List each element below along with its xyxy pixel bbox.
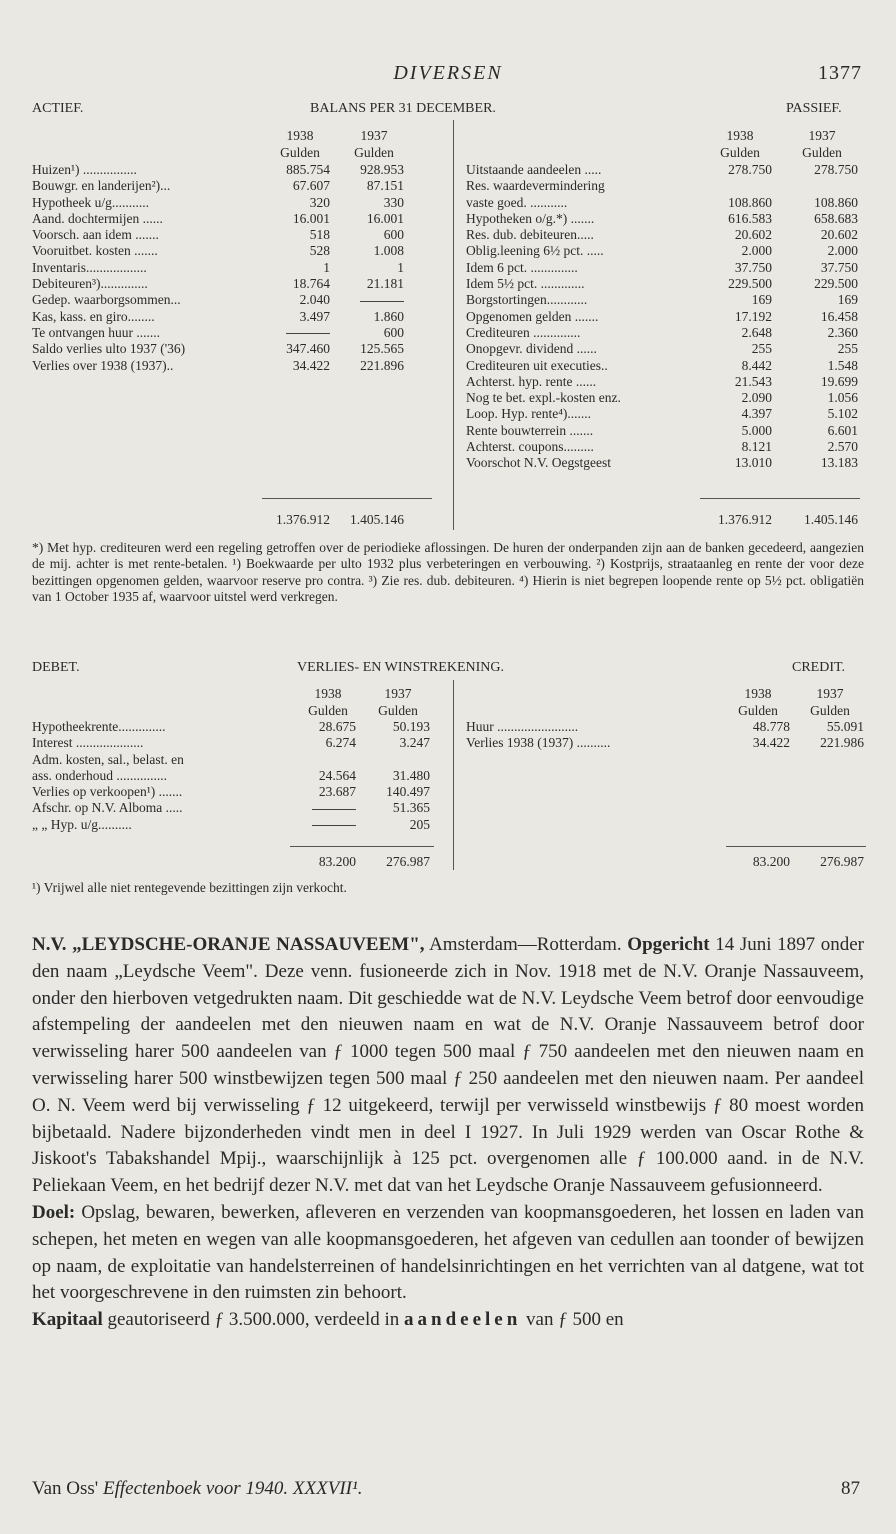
passief-v1937-row: 278.750 [814,162,858,177]
passief-v1938-row: 17.192 [734,308,772,324]
actief-v1937-row: 16.001 [366,210,404,226]
passief-v1937-row: 2.570 [827,439,858,455]
credit-label-row: Verlies 1938 (1937) .......... [466,735,611,751]
balans-left-total-1938: 1.376.912 [276,512,330,527]
debet-v1938-row: 6.274 [325,735,356,751]
debet-1938-values [280,719,356,833]
debet-v1937-row: 205 [409,816,430,832]
debet-label-row: Hypotheekrente.............. [32,719,166,734]
kapitaal-label: Kapitaal [32,1309,103,1331]
debet-label-row: „ „ Hyp. u/g.......... [32,816,132,832]
passief-label-row: Idem 6 pct. .............. [466,259,578,275]
passief-1938-values [696,162,772,472]
passief-v1937-row: 16.458 [820,308,858,324]
vw-credit-label: CREDIT. [792,660,846,675]
debet-v1937-row: 50.193 [392,719,430,734]
actief-v1937-row: 1.008 [373,243,404,259]
passief-v1937-row: 2.000 [827,243,858,259]
vw-left-year1: 1938 [314,686,342,701]
debet-v1938-row [280,817,356,833]
passief-label-row: Loop. Hyp. rente⁴)....... [466,406,592,422]
empty-value-dash [360,301,404,302]
credit-v1937-row: 55.091 [826,719,864,734]
actief-label-row: Kas, kass. en giro........ [32,308,155,324]
vw-right-total-1938: 83.200 [752,854,790,869]
actief-label-row: Gedep. waarborgsommen... [32,292,181,308]
passief-v1937-row: 13.183 [820,455,858,471]
passief-v1937-row [776,178,858,194]
passief-v1937-row: 255 [837,341,858,357]
balans-right-total-rule [700,498,860,499]
passief-label-row: Res. dub. debiteuren..... [466,227,594,243]
company-location: Amsterdam—Rotterdam. [424,934,628,955]
debet-v1937-row [356,752,430,768]
actief-label-row: Debiteuren³).............. [32,276,148,292]
passief-label-row: Oblig.leening 6½ pct. ..... [466,243,604,259]
passief-1937-values [776,162,858,472]
vw-left-total-1938: 83.200 [318,854,356,869]
balans-right-year2: 1937 [808,128,836,143]
passief-label-row: Opgenomen gelden ....... [466,308,599,324]
footer-page-number: 87 [841,1478,860,1499]
passief-label-row: Voorschot N.V. Oegstgeest [466,455,611,471]
passief-label-row: Crediteuren uit executies.. [466,357,608,373]
passief-v1938-row: 229.500 [728,276,772,292]
balans-left-year2: 1937 [360,128,388,143]
vw-right-year2: 1937 [816,686,844,701]
passief-v1938-row: 108.860 [728,194,772,210]
actief-label-row: Bouwgr. en landerijen²)... [32,178,171,194]
balans-left-total-rule [262,498,432,499]
debet-v1938-row [280,752,356,768]
actief-1937-values [330,162,404,374]
empty-value-dash [286,333,330,334]
passief-v1938-row: 8.121 [741,439,772,455]
passief-v1938-row: 4.397 [741,406,772,422]
balans-divider [453,120,454,530]
passief-v1937-row: 658.683 [814,210,858,226]
passief-v1938-row: 2.000 [741,243,772,259]
passief-v1938-row: 2.090 [741,390,772,406]
passief-label-row: Onopgevr. dividend ...... [466,341,597,357]
actief-label-row: Inventaris.................. [32,259,147,275]
actief-label-row: Aand. dochtermijen ...... [32,210,163,226]
passief-v1938-row: 8.442 [741,357,772,373]
vw-divider [453,680,454,870]
passief-label-row: Rente bouwterrein ....... [466,422,594,438]
vw-debet-label: DEBET. [32,660,80,675]
debet-v1937-row: 3.247 [399,735,430,751]
vw-title: VERLIES- EN WINSTREKENING. [297,660,504,675]
actief-label-row: Te ontvangen huur ....... [32,324,161,340]
actief-v1938-row: 3.497 [299,308,330,324]
credit-v1938-row: 48.778 [752,719,790,734]
debet-label-row: Interest .................... [32,735,144,751]
passief-v1938-row: 2.648 [741,324,772,340]
balans-left-unit2: Gulden [354,145,394,160]
balans-left-unit1: Gulden [280,145,320,160]
passief-labels [466,162,696,472]
passief-v1938-row: 21.543 [734,373,772,389]
debet-1937-values [356,719,430,833]
actief-labels [32,162,270,374]
passief-v1938-row: 13.010 [734,455,772,471]
passief-v1937-row: 169 [837,292,858,308]
balans-right-total-1937: 1.405.146 [804,512,858,527]
actief-v1937-row: 87.151 [366,178,404,194]
actief-label-row: Saldo verlies ulto 1937 ('36) [32,341,186,357]
passief-v1937-row: 108.860 [814,194,858,210]
passief-v1938-row: 278.750 [728,162,772,177]
doel-label: Doel: [32,1201,76,1223]
actief-v1937-row: 330 [383,194,404,210]
balans-right-total-1938: 1.376.912 [718,512,772,527]
vw-right-unit2: Gulden [810,703,850,718]
running-page-number: 1377 [818,62,862,84]
actief-label-row: Vooruitbet. kosten ....... [32,243,158,259]
balans-passief-label: PASSIEF. [786,101,842,116]
actief-label-row: Verlies over 1938 (1937).. [32,357,174,373]
actief-v1937-row: 928.953 [360,162,404,177]
debet-labels [32,719,282,833]
actief-v1937-row: 1.860 [373,308,404,324]
company-description [32,932,864,1334]
passief-v1938-row: 169 [751,292,772,308]
passief-v1938-row: 20.602 [734,227,772,243]
opgericht-label: Opgericht [627,934,710,955]
passief-v1938-row: 37.750 [734,259,772,275]
vw-footnote: ¹) Vrijwel alle niet rentegevende bezittingen zijn verkocht. [32,880,347,895]
balans-left-year1: 1938 [286,128,314,143]
debet-v1938-row: 23.687 [318,784,356,800]
actief-v1938-row: 528 [309,243,330,259]
vw-left-unit2: Gulden [378,703,418,718]
actief-label-row: Huizen¹) ................ [32,162,137,177]
actief-v1938-row: 67.607 [292,178,330,194]
passief-label-row: Idem 5½ pct. ............. [466,276,585,292]
empty-value-dash [312,809,356,810]
actief-v1938-row: 885.754 [286,162,330,177]
passief-label-row: Hypotheken o/g.*) ....... [466,210,595,226]
vw-left-total-rule [290,846,434,847]
actief-v1937-row: 21.181 [366,276,404,292]
kapitaal-aandeelen: aandeelen [404,1309,522,1331]
passief-v1938-row [696,178,772,194]
balans-actief-label: ACTIEF. [32,101,84,116]
credit-1937-values [790,719,864,752]
actief-v1937-row: 221.896 [360,357,404,373]
actief-v1937-row: 1 [397,259,404,275]
vw-right-unit1: Gulden [738,703,778,718]
balans-footnote: *) Met hyp. crediteuren werd een regeling getroffen over de periodieke aflossingen. De huren der onderpanden zijn aan de banken gecedeerd, aangezien de mij. achter is met rente-betalen. ¹) Boekwaarde per ulto 1932 plus verbeteringen en verbouwing. ²) Kostprijs, straataanleg en rente der voor deze bezittingen opgenomen gelden, waarvoor reserve pro contra. ³) Zie res. dub. debiteuren. ⁴) Hierin is niet begrepen loopende rente op 5½ pct. obligatiën van 1 October 1935 af, waarvoor uitstel werd verkregen. [32,540,864,604]
debet-label-row: Verlies op verkoopen¹) ....... [32,784,183,800]
passief-label-row: Achterst. hyp. rente ...... [466,373,597,389]
company-history: 14 Juni 1897 onder den naam „Leydsche Veem". Deze venn. fusioneerde zich in Nov. 1918 met de N.V. Oranje Nassauveem, onder den hierboven vetgedrukten naam. Dit geschiedde wat de N.V. Leydsche Veem betrof door eenvoudige afstempeling der aandeelen met den nieuwen naam en wat de N.V. Oranje Nassauveem betrof door verwisseling harer 500 aandeelen van ƒ 1000 tegen 500 maal ƒ 750 aandeelen met den nieuwen naam en verwisseling harer 500 winstbewijzen tegen 500 maal ƒ 250 aandeelen met den nieuwen naam. Per aandeel O. N. Veem werd bij verwisseling ƒ 12 uitgekeerd, terwijl per verwisseld winstbewijs ƒ 80 moest worden bijbetaald. Nadere bijzonderheden vindt men in deel I 1927. In Juli 1929 werden van Oscar Rothe & Jiskoot's Tabakshandel Mpij., waarschijnlijk à 125 pct. overgenomen alle ƒ 100.000 aand. in de N.V. Peliekaan Veem, en het bedrijf dezer N.V. met dat van het Leydsche Oranje Nassauveem gefusionneerd. [32,934,865,1197]
credit-label-row: Huur ........................ [466,719,579,734]
passief-v1938-row: 5.000 [741,422,772,438]
vw-right-total-rule [726,846,866,847]
passief-v1937-row: 229.500 [814,276,858,292]
actief-v1937-row [330,292,404,308]
passief-label-row: vaste goed. ........... [466,194,568,210]
kapitaal-text-a: geautoriseerd ƒ 3.500.000, verdeeld in [102,1309,405,1331]
kapitaal-text-b: van ƒ 500 en [521,1309,624,1331]
debet-label-row: Afschr. op N.V. Alboma ..... [32,800,183,816]
actief-v1937-row: 125.565 [360,341,404,357]
actief-v1937-row: 600 [383,324,404,340]
actief-1938-values [256,162,330,374]
debet-v1937-row: 140.497 [386,784,430,800]
empty-value-dash [312,825,356,826]
passief-label-row: Achterst. coupons......... [466,439,594,455]
actief-v1938-row: 34.422 [292,357,330,373]
actief-v1938-row: 2.040 [299,292,330,308]
vw-right-year1: 1938 [744,686,772,701]
company-name: N.V. „LEYDSCHE-ORANJE NASSAUVEEM", [32,934,425,955]
balans-right-year1: 1938 [726,128,754,143]
actief-label-row: Hypotheek u/g........... [32,194,149,210]
debet-v1938-row: 24.564 [318,767,356,783]
debet-v1937-row: 51.365 [392,800,430,816]
passief-v1937-row: 20.602 [820,227,858,243]
credit-1938-values [714,719,790,752]
passief-v1937-row: 2.360 [827,324,858,340]
credit-v1938-row: 34.422 [752,735,790,751]
passief-v1937-row: 1.056 [827,390,858,406]
debet-v1938-row [280,800,356,816]
passief-v1937-row: 37.750 [820,259,858,275]
passief-v1937-row: 6.601 [827,422,858,438]
debet-label-row: Adm. kosten, sal., belast. en [32,751,184,767]
actief-v1938-row: 16.001 [292,210,330,226]
passief-v1937-row: 1.548 [827,357,858,373]
passief-label-row: Borgstortingen............ [466,292,588,308]
actief-v1938-row: 320 [309,194,330,210]
debet-v1938-row: 28.675 [318,719,356,734]
passief-label-row: Res. waardevermindering [466,178,605,194]
credit-v1937-row: 221.986 [820,735,864,751]
vw-right-total-1937: 276.987 [820,854,864,869]
passief-label-row: Nog te bet. expl.-kosten enz. [466,390,621,406]
passief-label-row: Uitstaande aandeelen ..... [466,162,602,177]
actief-v1938-row: 347.460 [286,341,330,357]
passief-v1937-row: 5.102 [827,406,858,422]
company-doel: Opslag, bewaren, bewerken, afleveren en verzenden van koopmansgoederen, het lossen en laden van schepen, het meten en wegen van alle koopmansgoederen, het afgeven van cedullen aan toonder of bewijzen op naam, de exploitatie van handelsterreinen of handelsinrichtingen en het verrichten van al datgene, wat tot het voorgeschrevene in den ruimsten zin behoort. [32,1201,864,1304]
vw-left-year2: 1937 [384,686,412,701]
actief-v1938-row: 518 [309,227,330,243]
credit-labels [466,719,716,752]
actief-v1938-row [256,325,330,341]
passief-v1937-row: 19.699 [820,373,858,389]
debet-v1937-row: 31.480 [392,767,430,783]
footer-book-title: Effectenboek voor 1940. XXXVII¹. [102,1478,363,1499]
actief-label-row: Voorsch. aan idem ....... [32,227,159,243]
balans-right-unit1: Gulden [720,145,760,160]
balans-left-total-1937: 1.405.146 [350,512,404,527]
balans-title: BALANS PER 31 DECEMBER. [310,101,496,116]
vw-left-total-1937: 276.987 [386,854,430,869]
passief-label-row: Crediteuren .............. [466,324,581,340]
vw-left-unit1: Gulden [308,703,348,718]
footer-prefix: Van Oss' [32,1478,103,1499]
passief-v1938-row: 616.583 [728,210,772,226]
balans-right-unit2: Gulden [802,145,842,160]
actief-v1938-row: 18.764 [292,276,330,292]
debet-label-row: ass. onderhoud ............... [32,767,167,783]
passief-v1938-row: 255 [751,341,772,357]
running-title: DIVERSEN [393,62,503,84]
actief-v1938-row: 1 [323,259,330,275]
page-footer [32,1478,864,1500]
actief-v1937-row: 600 [383,227,404,243]
